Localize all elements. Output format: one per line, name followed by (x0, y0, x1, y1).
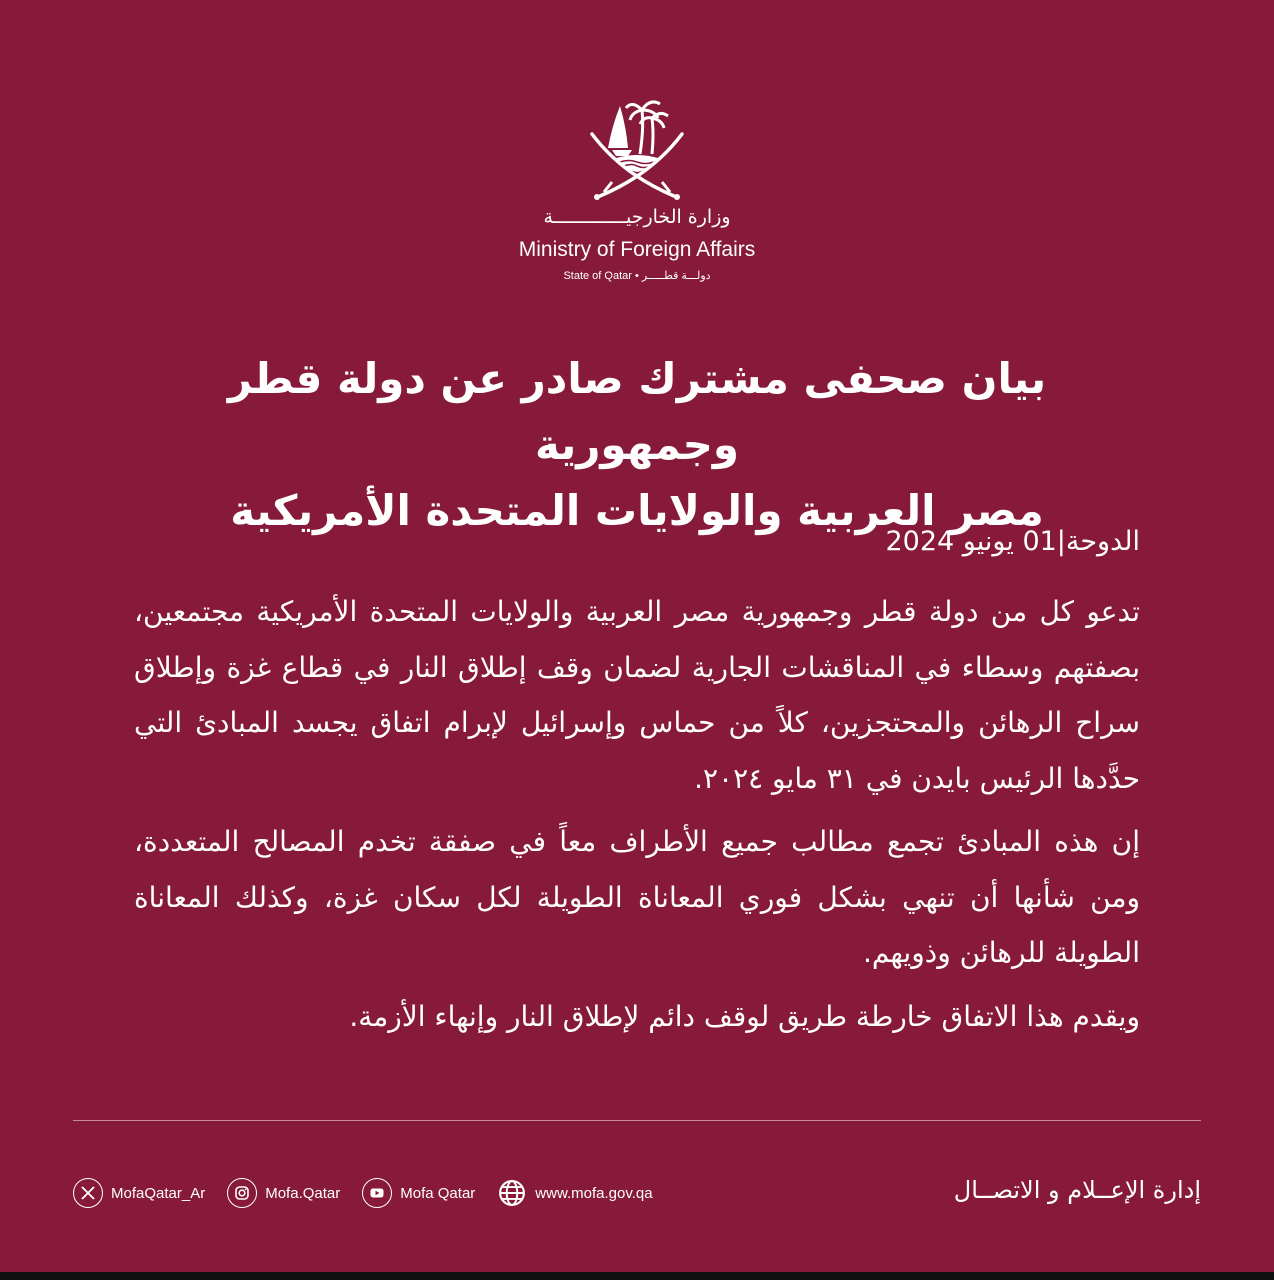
emblem-icon (582, 96, 692, 202)
instagram-handle: Mofa.Qatar (265, 1184, 341, 1202)
paragraph-2: إن هذه المبادئ تجمع مطالب جميع الأطراف معاً في صفقة تخدم المصالح المتعددة، ومن شأنها أن تنهي بشكل فوري المعاناة الطويلة لكل سكان غزة، وكذلك المعاناة الطويلة للرهائن وذويهم. (134, 825, 1140, 969)
bottom-edge-strip (0, 1272, 1274, 1280)
statement-title (130, 346, 1144, 544)
website-url: www.mofa.gov.qa (535, 1184, 653, 1202)
x-link[interactable] (73, 1178, 205, 1208)
social-links (73, 1176, 675, 1210)
website-link[interactable] (497, 1178, 652, 1208)
department-name: إدارة الإعــلام و الاتصــال (953, 1176, 1201, 1204)
youtube-handle: Mofa Qatar (400, 1184, 476, 1202)
paragraph-3: ويقدم هذا الاتفاق خارطة طريق لوقف دائم لإطلاق النار وإنهاء الأزمة. (349, 999, 1140, 1033)
qatar-emblem-logo (582, 96, 692, 202)
ministry-name-arabic: وزارة الخارجيـــــــــــــة (543, 206, 731, 228)
globe-icon (497, 1178, 527, 1208)
statement-body (134, 584, 1140, 1052)
ministry-name-english: Ministry of Foreign Affairs (518, 238, 756, 261)
instagram-link[interactable] (227, 1178, 340, 1208)
footer-divider (73, 1120, 1201, 1121)
dateline: الدوحة|01 يونيو 2024 (885, 526, 1140, 557)
x-icon (73, 1178, 103, 1208)
state-of-qatar-line: State of Qatar • دولـــة قطـــــر (563, 270, 711, 282)
statement-title-line1: بيان صحفى مشترك صادر عن دولة قطر وجمهورية (227, 354, 1047, 469)
youtube-icon (362, 1178, 392, 1208)
statement-title-line2: مصر العربية والولايات المتحدة الأمريكية (230, 486, 1044, 535)
youtube-link[interactable] (362, 1178, 475, 1208)
instagram-icon (227, 1178, 257, 1208)
x-handle: MofaQatar_Ar (111, 1184, 206, 1202)
paragraph-1: تدعو كل من دولة قطر وجمهورية مصر العربية والولايات المتحدة الأمريكية مجتمعين، بصفتهم وسطاء في المناقشات الجارية لضمان وقف إطلاق النار في قطاع غزة وإطلاق سراح الرهائن والمحتجزين، كلاً من حماس وإسرائيل لإبرام اتفاق يجسد المبادئ التي حدَّدها الرئيس بايدن في ٣١ مايو ٢٠٢٤. (134, 595, 1140, 795)
